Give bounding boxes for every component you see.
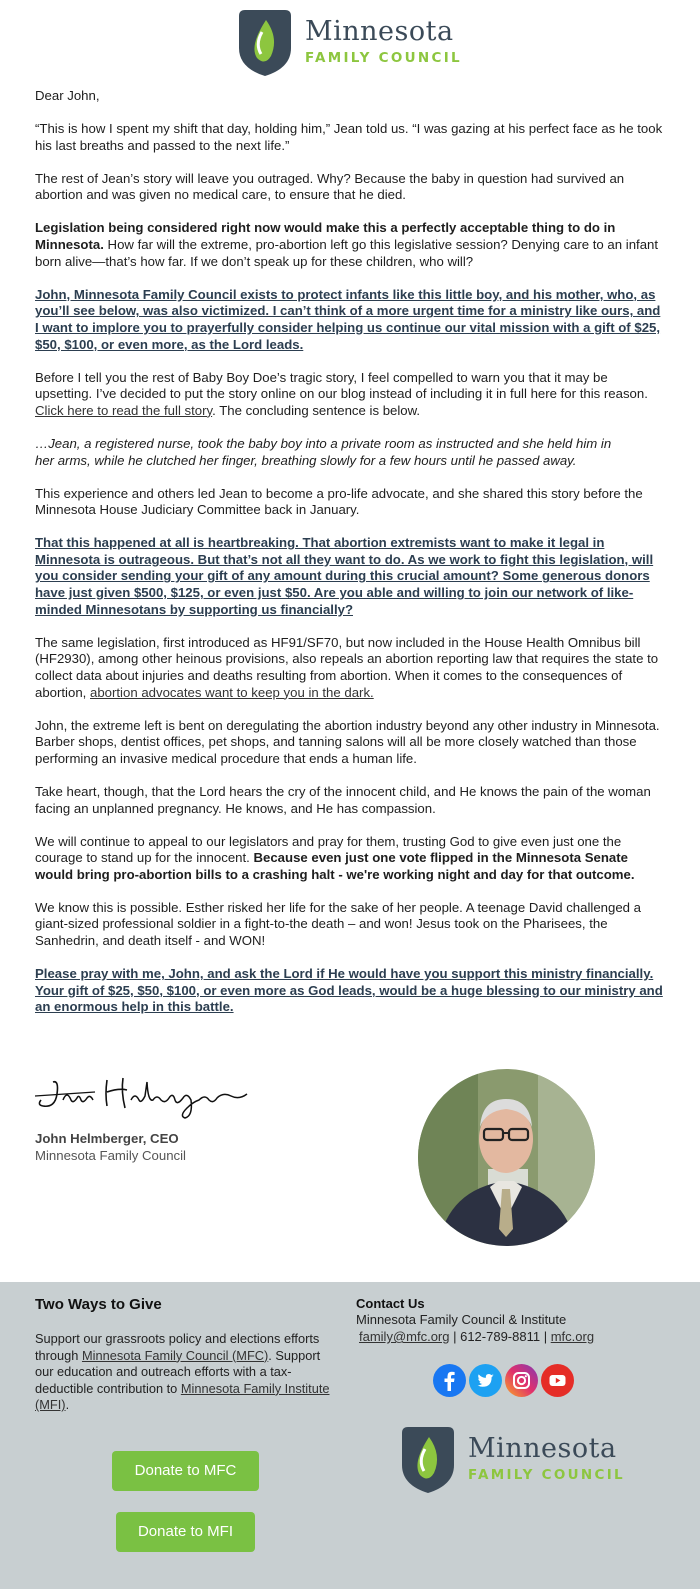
paragraph-4	[35, 370, 665, 420]
donate-mfc-button[interactable]: Donate to MFC	[112, 1451, 259, 1491]
contact-us-heading: Contact Us	[356, 1296, 425, 1311]
contact-details	[359, 1329, 594, 1344]
paragraph-6	[35, 635, 665, 701]
mfi-link[interactable]: Minnesota Family Institute (MFI)	[35, 1380, 330, 1413]
give-text-1: Support our grassroots policy and elections efforts through	[35, 1331, 320, 1363]
paragraph-2: The rest of Jean’s story will leave you outraged. Why? Because the baby in question had survived an abortion and was given no medical care, to ensure that he died.	[35, 170, 625, 203]
mfc-link[interactable]: Minnesota Family Council (MFC)	[81, 1347, 269, 1363]
youtube-icon[interactable]	[541, 1364, 574, 1397]
handwritten-signature	[35, 1072, 250, 1122]
donation-appeal-1[interactable]: John, Minnesota Family Council exists to protect infants like this little boy, and his mother, who, as you’ll see below, was also victimized. I can’t think of a more urgent time for a ministry like ours, and I want to implore you to prayerfully consider helping us continue our vital mission with a gift of $25, $50, $100, or even more, as the Lord leads.	[35, 286, 661, 352]
paragraph-9-bold: Because even just one vote flipped in the Minnesota Senate would bring pro-abortion bills to a crashing halt - we're working night and day for that outcome.	[35, 850, 635, 882]
logo-name-line1: Minnesota	[305, 16, 454, 47]
twitter-icon[interactable]	[469, 1364, 502, 1397]
paragraph-5: This experience and others led Jean to become a pro-life advocate, and she shared this story before the Minnesota House Judiciary Committee back in January.	[35, 485, 643, 518]
give-text-2: . Support our education and outreach efforts with a tax-deductible contribution to	[35, 1347, 321, 1396]
donate-mfi-button[interactable]: Donate to MFI	[116, 1512, 255, 1552]
give-text-3: .	[65, 1397, 70, 1413]
leaf-shield-logo-icon	[235, 6, 295, 78]
footer-logo-name-line1: Minnesota	[468, 1433, 617, 1464]
leaf-shield-logo-icon	[398, 1423, 458, 1495]
story-quote: …Jean, a registered nurse, took the baby boy into a private room as instructed and she held him in her arms, while he clutched her finger, breathing slowly for a few hours until he passed away.	[35, 435, 612, 468]
paragraph-4-start: Before I tell you the rest of Baby Boy Doe’s tragic story, I feel compelled to warn you that it may be upsetting. I’ve decided to put the story online on our blog instead of including it in full here for this reason.	[35, 369, 648, 402]
signer-organization: Minnesota Family Council	[35, 1148, 186, 1163]
paragraph-1: “This is how I spent my shift that day, holding him,” Jean told us. “I was gazing at his perfect face as he took his last breaths and passed to the next life.”	[35, 121, 663, 153]
footer-logo[interactable]	[398, 1423, 625, 1495]
paragraph-10: We know this is possible. Esther risked her life for the sake of her people. A teenage David challenged a giant-sized professional soldier in a fight-to-the death – and won! Jesus took on the Pharisees, the Sanhedrin, and death itself - and WON!	[35, 899, 641, 949]
contact-email-link[interactable]: family@mfc.org	[359, 1329, 450, 1344]
greeting: Dear John,	[35, 88, 100, 103]
letter-body	[35, 88, 665, 1032]
abortion-advocates-link[interactable]: abortion advocates want to keep you in the dark.	[90, 684, 374, 700]
read-full-story-link[interactable]: Click here to read the full story	[35, 402, 213, 418]
footer-logo-name-line2: FAMILY COUNCIL	[468, 1467, 625, 1483]
give-description	[35, 1331, 335, 1414]
contact-organization: Minnesota Family Council & Institute	[356, 1312, 567, 1327]
paragraph-3	[35, 220, 665, 270]
contact-phone: | 612-789-8811 |	[449, 1329, 551, 1344]
paragraph-8: Take heart, though, that the Lord hears the cry of the innocent child, and He knows the pain of the woman facing an unplanned pregnancy. He knows, and He has compassion.	[35, 783, 651, 816]
two-ways-to-give-heading: Two Ways to Give	[35, 1296, 162, 1313]
ceo-portrait-photo	[418, 1069, 595, 1246]
header-logo[interactable]	[235, 6, 462, 78]
paragraph-3-bold: Legislation being considered right now would make this a perfectly acceptable thing to do in Minnesota.	[35, 220, 616, 253]
paragraph-6-start: The same legislation, first introduced as HF91/SF70, but now included in the House Health Omnibus bill (HF2930), among other heinous provisions, also repeals an abortion reporting law that requires the state to collect data about injuries and deaths resulting from abortion. When it comes to the consequences of abortion,	[35, 634, 659, 700]
donation-appeal-3[interactable]: Please pray with me, John, and ask the Lord if He would have you support this ministry financially. Your gift of $25, $50, $100, or even more as God leads, would be a huge blessing to our ministry and an enormous help in this battle.	[35, 966, 663, 1015]
facebook-icon[interactable]	[433, 1364, 466, 1397]
paragraph-9	[35, 834, 665, 884]
donation-appeal-2[interactable]: That this happened at all is heartbreaking. That abortion extremists want to make it legal in Minnesota is outrageous. But that’s not all they want to do. As we work to fight this legislation, will you consider sending your gift of any amount during this crucial amount? Some generous donors have just given $500, $125, or even just $50. Are you able and willing to join our network of like-minded Minnesotans by supporting us financially?	[35, 535, 654, 617]
paragraph-9-start: We will continue to appeal to our legislators and pray for them, trusting God to give even just one the courage to stand up for the innocent.	[35, 833, 622, 866]
logo-name-line2: FAMILY COUNCIL	[305, 50, 462, 66]
website-link[interactable]: mfc.org	[550, 1329, 595, 1344]
instagram-icon[interactable]	[505, 1364, 538, 1397]
paragraph-4-end: . The concluding sentence is below.	[212, 402, 421, 418]
paragraph-7: John, the extreme left is bent on deregulating the abortion industry beyond any other industry in Minnesota. Barber shops, dentist offices, pet shops, and tanning salons will all be more closely watched than those performing an invasive medical procedure that ends a human life.	[35, 717, 660, 766]
signer-name: John Helmberger, CEO	[35, 1131, 179, 1146]
paragraph-3-rest: How far will the extreme, pro-abortion left go this legislative session? Denying care to an infant born alive—that’s how far. If we don’t speak up for these children, who will?	[35, 237, 659, 269]
